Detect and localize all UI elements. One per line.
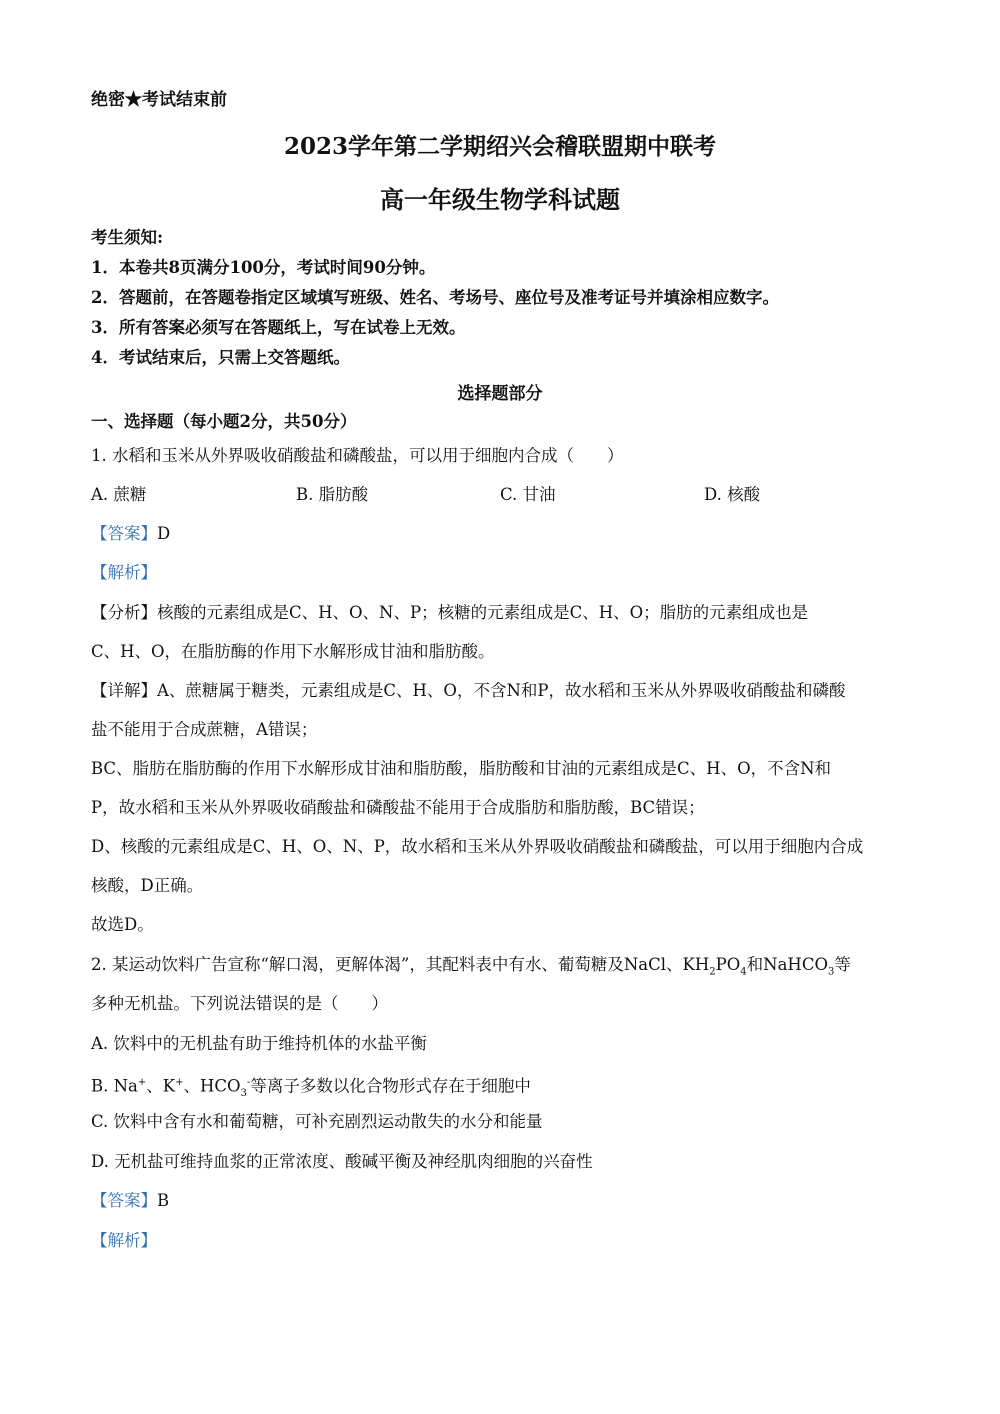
q1-option-d: D. 核酸 <box>704 485 761 504</box>
q1-option-c: C. 甘油 <box>500 485 556 504</box>
q1-analysis-line: 【分析】核酸的元素组成是C、H、O、N、P；核糖的元素组成是C、H、O；脂肪的元素组成也是 <box>91 603 809 622</box>
q1-analysis-line: 故选D。 <box>91 915 154 934</box>
q2-stem-part: 等 <box>834 955 851 974</box>
subscript: 3 <box>240 1087 247 1099</box>
q2-option-a: A. 饮料中的无机盐有助于维持机体的水盐平衡 <box>91 1034 427 1053</box>
q2-option-b-part: 等离子多数以化合物形式存在于细胞中 <box>250 1076 531 1096</box>
notice-item: 4．考试结束后，只需上交答题纸。 <box>91 348 350 367</box>
superscript: - <box>246 1077 251 1088</box>
q2-option-c: C. 饮料中含有水和葡萄糖，可补充剧烈运动散失的水分和能量 <box>91 1112 543 1131</box>
q1-option-a: A. 蔗糖 <box>91 485 147 504</box>
q2-stem-part: PO <box>715 955 741 974</box>
q2-stem-line2: 多种无机盐。下列说法错误的是（ ） <box>91 994 388 1013</box>
q1-analysis-tag: 【解析】 <box>91 563 157 582</box>
superscript: + <box>175 1077 184 1088</box>
q2-option-b-part: 、HCO <box>183 1076 241 1096</box>
q1-answer <box>91 522 170 546</box>
section-title: 选择题部分 <box>457 384 543 404</box>
q2-option-d: D. 无机盐可维持血浆的正常浓度、酸碱平衡及神经肌肉细胞的兴奋性 <box>91 1152 593 1171</box>
notice-item: 3．所有答案必须写在答题纸上，写在试卷上无效。 <box>91 318 466 337</box>
q1-stem: 1. 水稻和玉米从外界吸收硝酸盐和磷酸盐，可以用于细胞内合成（ ） <box>91 446 624 465</box>
q2-stem-part: 2. 某运动饮料广告宣称“解口渴，更解体渴”，其配料表中有水、葡萄糖及NaCl、KH <box>91 955 710 974</box>
exam-title: 2023学年第二学期绍兴会稽联盟期中联考 <box>283 133 716 160</box>
q1-analysis-line: D、核酸的元素组成是C、H、O、N、P，故水稻和玉米从外界吸收硝酸盐和磷酸盐，可以用于细胞内合成 <box>91 837 864 856</box>
superscript: + <box>137 1077 147 1088</box>
q2-analysis-tag: 【解析】 <box>91 1231 157 1250</box>
q2-stem-part: 和NaHCO <box>746 955 828 974</box>
q1-analysis-line: P，故水稻和玉米从外界吸收硝酸盐和磷酸盐不能用于合成脂肪和脂肪酸，BC错误； <box>91 798 705 817</box>
subscript: 2 <box>709 966 716 978</box>
q2-option-b <box>91 1071 531 1106</box>
notice-item: 1．本卷共8页满分100分，考试时间90分钟。 <box>91 258 436 277</box>
subscript: 3 <box>827 966 835 978</box>
q1-analysis-line: BC、脂肪在脂肪酶的作用下水解形成甘油和脂肪酸，脂肪酸和甘油的元素组成是C、H、O，不含N和 <box>91 759 832 778</box>
q1-analysis-line: C、H、O，在脂肪酶的作用下水解形成甘油和脂肪酸。 <box>91 642 495 661</box>
answer-tag: 【答案】 <box>91 524 157 543</box>
notice-item: 2．答题前，在答题卷指定区域填写班级、姓名、考场号、座位号及准考证号并填涂相应数字。 <box>91 288 779 307</box>
answer-tag: 【答案】 <box>91 1191 157 1210</box>
q2-answer <box>91 1189 169 1213</box>
q1-option-b: B. 脂肪酸 <box>296 485 369 504</box>
confidential-label: 绝密★考试结束前 <box>91 90 227 110</box>
q2-option-b-part: B. Na <box>91 1076 138 1096</box>
exam-subtitle: 高一年级生物学科试题 <box>380 185 620 214</box>
subscript: 4 <box>740 966 747 978</box>
answer-value: B <box>157 1191 170 1210</box>
part-heading: 一、选择题（每小题2分，共50分） <box>91 412 357 431</box>
q1-analysis-line: 核酸，D正确。 <box>91 876 204 895</box>
q1-analysis-line: 盐不能用于合成蔗糖，A错误； <box>91 720 318 739</box>
q2-stem <box>91 953 851 984</box>
q2-option-b-part: 、K <box>146 1076 176 1096</box>
q1-analysis-line: 【详解】A、蔗糖属于糖类，元素组成是C、H、O，不含N和P，故水稻和玉米从外界吸收硝酸盐和磷酸 <box>91 681 846 700</box>
notice-heading: 考生须知: <box>91 228 164 247</box>
answer-value: D <box>157 524 171 543</box>
